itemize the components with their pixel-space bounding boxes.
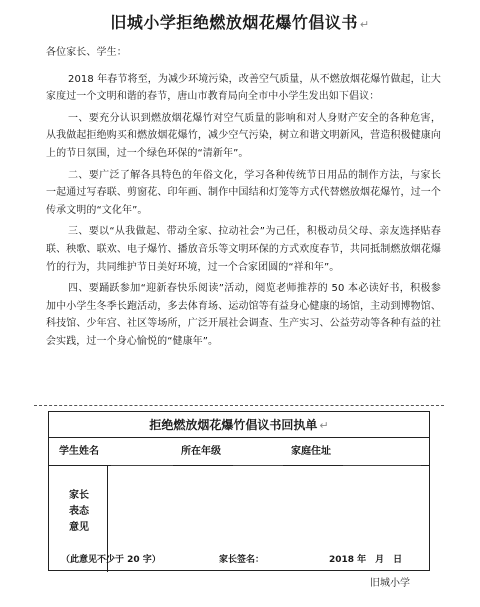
proposal-paragraph-1: 一、要充分认识到燃放烟花爆竹对空气质量的影响和对人身财产安全的各种危害，从我做起拒绝购买和燃放烟花爆竹，减少空气污染，树立和谐文明新风，营造积极健康向上的节日氛围，过一个绿色环保的“清新年”。	[46, 112, 441, 159]
opinion-label-line-1: 家长	[69, 490, 89, 501]
student-info-row	[49, 438, 429, 466]
proposal-paragraph-4: 四、要踊跃参加“迎新春快乐阅读”活动，阅览老师推荐的 50 本必读好书，积极参加中小学生冬季长跑活动，多去体育场、运动馆等有益身心健康的场馆，主动到博物馆、科技馆、少年宫、社区等场所，广泛开展社会调查、生产实习、公益劳动等各种有益的社会实践，过一个身心愉悦的“健康年”。	[46, 283, 441, 347]
proposal-paragraph-2: 二、要广泛了解各具特色的年俗文化，学习各种传统节日用品的制作方法，与家长一起通过写春联、剪窗花、印年画、制作中国结和灯笼等方式代替燃放烟花爆竹，过一个传承文明的“文化年”。	[46, 169, 441, 216]
opinion-label-line-2: 表态	[69, 506, 89, 517]
opinion-label	[55, 488, 103, 536]
receipt-form	[48, 411, 430, 571]
address-field[interactable]	[343, 451, 421, 466]
student-name-field[interactable]	[111, 451, 173, 466]
receipt-footer	[49, 548, 429, 572]
opinion-label-line-3: 意见	[69, 522, 89, 533]
parent-signature-label: 家长签名：	[219, 555, 265, 565]
receipt-title	[49, 412, 429, 438]
address-label: 家庭住址	[291, 446, 331, 457]
minimum-length-note: （此意见不少于 20 字）	[61, 555, 161, 565]
document-body	[46, 44, 441, 355]
school-signoff: 旧城小学	[370, 578, 410, 589]
grade-label: 所在年级	[181, 446, 221, 457]
receipt-title-text: 拒绝燃放烟花爆竹倡议书回执单	[149, 418, 318, 432]
document-title-text: 旧城小学拒绝燃放烟花爆竹倡议书	[110, 13, 358, 32]
signature-date: 2018 年 月 日	[329, 555, 403, 565]
paragraph-mark-icon: ↵	[319, 419, 329, 432]
cut-line-divider	[34, 405, 444, 406]
intro-paragraph: 2018 年春节将至，为减少环境污染，改善空气质量，从不燃放烟花爆竹做起，让大家度过一个文明和谐的春节，唐山市教育局向全市中小学生发出如下倡议：	[46, 73, 441, 103]
proposal-paragraph-3: 三、要以“从我做起、带动全家、拉动社会”为己任，积极动员父母、亲友选择贴春联、秧歌、联欢、电子爆竹、播放音乐等文明环保的方式欢度春节，共同抵制燃放烟花爆竹的行为，共同维护节日美好环境，过一个合家团圆的“祥和年”。	[46, 226, 441, 273]
student-name-label: 学生姓名	[59, 446, 99, 457]
paragraph-mark-icon: ↵	[359, 18, 370, 31]
opinion-text-area[interactable]	[109, 468, 427, 546]
salutation: 各位家长、学生：	[46, 47, 127, 58]
document-title	[0, 10, 480, 33]
grade-field[interactable]	[233, 451, 283, 466]
